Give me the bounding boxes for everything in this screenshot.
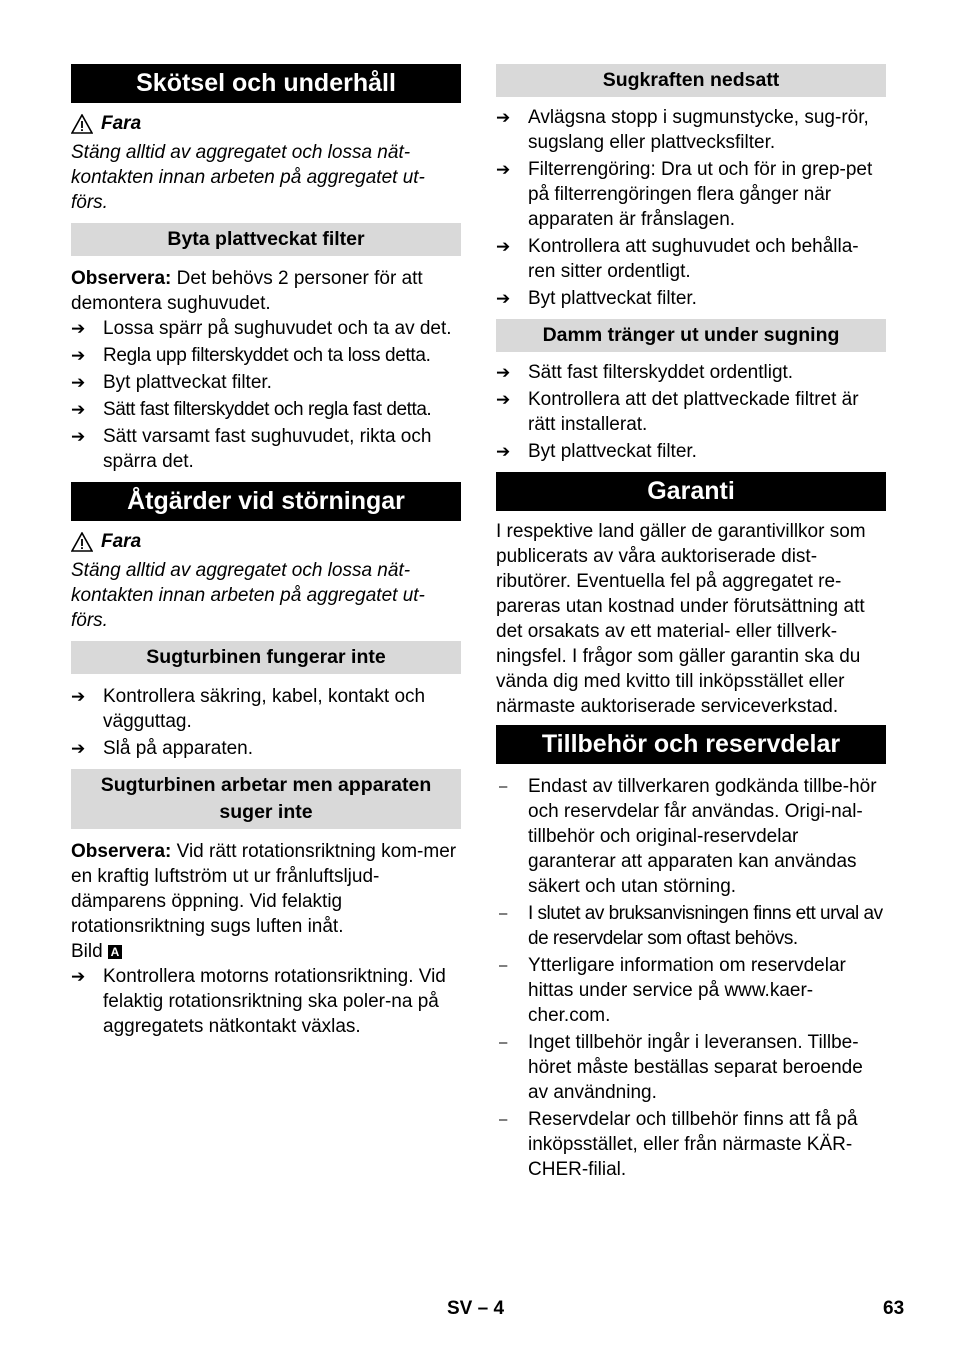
list-item: ➔ Sätt varsamt fast sughuvudet, rikta och spärra det.: [71, 426, 432, 472]
arrow-right-icon: ➔: [71, 427, 86, 446]
dash-bullet: –: [499, 1034, 508, 1051]
arrow-right-icon: ➔: [496, 442, 511, 461]
dash-bullet: –: [499, 1111, 508, 1128]
arrow-right-icon: ➔: [71, 967, 86, 986]
dash-bullet: –: [499, 778, 508, 795]
arrow-right-icon: ➔: [496, 363, 511, 382]
danger-text: Stäng alltid av aggregatet och lossa nät-kontakten innan arbeten på aggregatet ut-förs.: [71, 142, 425, 213]
arrow-right-icon: ➔: [71, 400, 86, 419]
arrow-right-icon: ➔: [496, 289, 511, 308]
arrow-right-icon: ➔: [496, 160, 511, 179]
list-item: – Reservdelar och tillbehör finns att få på inköpsstället, eller från närmaste KÄR-CHER-filial.: [496, 1107, 886, 1182]
section-title-maintenance: Skötsel och underhåll: [71, 64, 461, 103]
note-paragraph: [71, 839, 461, 939]
section-title-warranty: Garanti: [496, 472, 886, 511]
section-title-accessories: Tillbehör och reservdelar: [496, 725, 886, 764]
figure-letter-badge: A: [108, 945, 122, 959]
list-item: ➔ Byt plattveckat filter.: [71, 372, 272, 393]
subsection-dust-escapes: Damm tränger ut under sugning: [496, 319, 886, 352]
list-item: ➔ Lossa spärr på sughuvudet och ta av det.: [71, 318, 452, 339]
list-item: – Ytterligare information om reservdelar hittas under service på www.kaer-cher.com.: [496, 953, 886, 1028]
list-item: ➔ Sätt fast filterskyddet och regla fast detta.: [71, 399, 432, 420]
list-item: ➔ Filterrengöring: Dra ut och för in grep-pet på filterrengöringen flera gånger när apparaten är frånslagen.: [496, 159, 873, 230]
danger-notice: [71, 111, 461, 136]
note-paragraph: [71, 266, 461, 316]
list-item: ➔ Byt plattveckat filter.: [496, 288, 697, 309]
list-item: – Endast av tillverkaren godkända tillbe-hör och reservdelar får användas. Origi-nal-tillbehör och original-reservdelar garanterar att apparaten kan användas säkert och utan störning.: [496, 774, 886, 899]
danger-notice: [71, 529, 461, 554]
list-item: ➔ Kontrollera säkring, kabel, kontakt och vägguttag.: [71, 686, 426, 732]
list-item: – I slutet av bruksanvisningen finns ett urval av de reservdelar som oftast behövs.: [496, 901, 886, 951]
left-column: [71, 64, 461, 1039]
list-item: ➔ Kontrollera att det plattveckade filtret är rätt installerat.: [496, 389, 859, 435]
arrow-right-icon: ➔: [496, 390, 511, 409]
danger-label: Fara: [101, 531, 142, 552]
warranty-text: I respektive land gäller de garantivillkor som publicerats av våra auktoriserade dist-ributörer. Eventuella fel på aggregatet re-pareras utan kostnad under förutsättning att det orsakats av ett material- eller tillverk-ningsfel. I frågor som gäller garantin ska du vända dig med kvitto till inköpsstället eller närmaste auktoriserade serviceverkstad.: [496, 521, 866, 717]
subsection-replace-filter: Byta plattveckat filter: [71, 223, 461, 256]
list-item: ➔ Byt plattveckat filter.: [496, 441, 697, 462]
footer-section-label: SV – 4: [447, 1298, 505, 1319]
danger-text: Stäng alltid av aggregatet och lossa nät-kontakten innan arbeten på aggregatet ut-förs.: [71, 560, 425, 631]
danger-label: Fara: [101, 113, 142, 134]
list-item: ➔ Avlägsna stopp i sugmunstycke, sug-rör, sugslang eller plattvecksfilter.: [496, 107, 869, 153]
note-text: Det behövs 2 personer för att demontera sughuvudet.: [71, 268, 423, 314]
figure-reference: Bild A: [71, 939, 461, 964]
note-text: Vid rätt rotationsriktning kom-mer en kraftig luftström ut ur frånluftsljud-dämparens öppning. Vid felaktig rotationsriktning sugs luften inåt.: [71, 841, 457, 937]
arrow-right-icon: ➔: [71, 319, 86, 338]
list-item: ➔ Sätt fast filterskyddet ordentligt.: [496, 362, 794, 383]
warning-triangle-icon: [71, 114, 93, 134]
arrow-right-icon: ➔: [71, 373, 86, 392]
list-item: ➔ Slå på apparaten.: [71, 738, 254, 759]
dash-bullet: –: [499, 957, 508, 974]
subsection-suction-reduced: Sugkraften nedsatt: [496, 64, 886, 97]
dash-bullet: –: [499, 905, 508, 922]
list-item: ➔ Kontrollera att sughuvudet och behålla-ren sitter ordentligt.: [496, 236, 859, 282]
arrow-right-icon: ➔: [496, 108, 511, 127]
note-label: Observera:: [71, 268, 172, 289]
right-column: [496, 64, 886, 1182]
arrow-right-icon: ➔: [71, 346, 86, 365]
list-item: – Inget tillbehör ingår i leveransen. Tillbe-höret måste beställas separat beroende av användning.: [496, 1030, 886, 1105]
list-item: ➔ Regla upp filterskyddet och ta loss detta.: [71, 345, 431, 366]
arrow-right-icon: ➔: [496, 237, 511, 256]
subsection-turbine-no-suction: Sugturbinen arbetar men apparaten suger inte: [71, 769, 461, 829]
note-label: Observera:: [71, 841, 172, 862]
arrow-right-icon: ➔: [71, 687, 86, 706]
subsection-turbine-not-working: Sugturbinen fungerar inte: [71, 641, 461, 674]
list-item: ➔ Kontrollera motorns rotationsriktning. Vid felaktig rotationsriktning ska poler-na på aggregatets nätkontakt växlas.: [71, 966, 446, 1037]
page-number: 63: [883, 1298, 905, 1319]
arrow-right-icon: ➔: [71, 739, 86, 758]
warning-triangle-icon: [71, 532, 93, 552]
section-title-troubleshooting: Åtgärder vid störningar: [71, 482, 461, 521]
